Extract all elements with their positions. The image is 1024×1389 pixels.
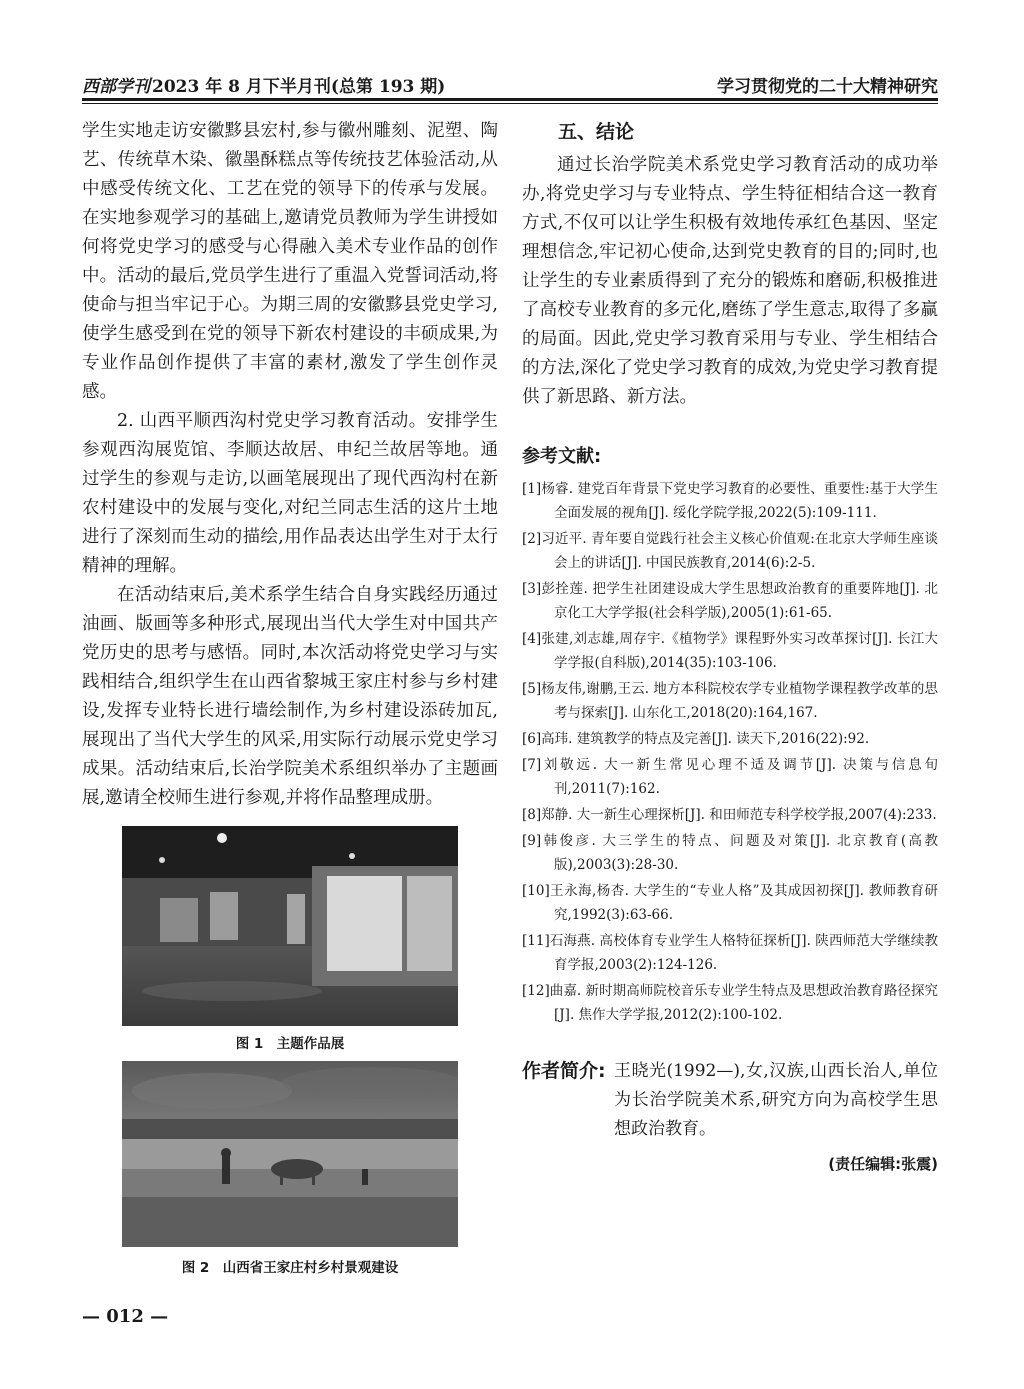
figure-village-mural-photo bbox=[122, 1061, 458, 1247]
figure-2-caption: 图 2 山西省王家庄村乡村景观建设 bbox=[181, 1260, 399, 1276]
author-bio bbox=[522, 1057, 938, 1144]
body-paragraph: 学生实地走访安徽黟县宏村,参与徽州雕刻、泥塑、陶艺、传统草木染、徽墨酥糕点等传统技艺体验活动,从中感受传统文化、工艺在党的领导下的传承与发展。在实地参观学习的基础上,邀请党员教师为学生讲授如何将党史学习的感受与心得融入美术专业作品的创作中。活动的最后,党员学生进行了重温入党誓词活动,将使命与担当牢记于心。为期三周的安徽黟县党史学习,使学生感受到在党的领导下新农村建设的丰硕成果,为专业作品创作提供了丰富的素材,激发了学生创作灵感。 bbox=[82, 121, 498, 402]
header-rule-thick bbox=[82, 98, 938, 101]
left-column bbox=[82, 117, 498, 813]
reference-item: [11]石海燕. 高校体育专业学生人格特征探析[J]. 陕西师范大学继续教育学报,2003(2):124-126. bbox=[522, 933, 938, 973]
reference-item: [3]彭拴莲. 把学生社团建设成大学生思想政治教育的重要阵地[J]. 北京化工大学学报(社会科学版),2005(1):61-65. bbox=[522, 581, 938, 621]
reference-item: [9]韩俊彦. 大三学生的特点、问题及对策[J]. 北京教育(高教版),2003(3):28-30. bbox=[522, 833, 938, 873]
reference-item: [4]张建,刘志雄,周存宇.《植物学》课程野外实习改革探讨[J]. 长江大学学报(自科版),2014(35):103-106. bbox=[522, 631, 938, 671]
reference-item: [8]郑静. 大一新生心理探析[J]. 和田师范专科学校学报,2007(4):233. bbox=[522, 807, 937, 823]
reference-item: [10]王永海,杨杏. 大学生的“专业人格”及其成因初探[J]. 教师教育研究,1992(3):63-66. bbox=[522, 883, 938, 923]
right-column bbox=[522, 117, 938, 1179]
journal-logo: 西部学刊 bbox=[82, 77, 150, 97]
figure-1-caption: 图 1 主题作品展 bbox=[235, 1036, 345, 1052]
reference-item: [12]曲嘉. 新时期高师院校音乐专业学生特点及思想政治教育路径探究[J]. 焦作大学学报,2012(2):100-102. bbox=[522, 983, 938, 1023]
reference-list bbox=[522, 477, 938, 1027]
page-number: — 012 — bbox=[82, 1306, 169, 1327]
reference-item: [6]高玮. 建筑教学的特点及完善[J]. 读天下,2016(22):92. bbox=[522, 731, 870, 747]
reference-item: [5]杨友伟,谢鹏,王云. 地方本科院校农学专业植物学课程教学改革的思考与探索[J]. 山东化工,2018(20):164,167. bbox=[522, 681, 938, 721]
issue-info: 2023 年 8 月下半月刊(总第 193 期) bbox=[152, 77, 446, 97]
author-bio-text: 王晓光(1992—),女,汉族,山西长治人,单位为长治学院美术系,研究方向为高校学生思想政治教育。 bbox=[614, 1061, 938, 1139]
header-rule-thin bbox=[82, 103, 938, 104]
reference-item: [1]杨睿. 建党百年背景下党史学习教育的必要性、重要性:基于大学生全面发展的视角[J]. 绥化学院学报,2022(5):109-111. bbox=[522, 481, 938, 521]
body-paragraph: 2. 山西平顺西沟村党史学习教育活动。安排学生参观西沟展览馆、李顺达故居、申纪兰故居等地。通过学生的参观与走访,以画笔展现出了现代西沟村在新农村建设中的发展与变化,对纪兰同志生活的这片土地进行了深刻而生动的描绘,用作品表达出学生对于太行精神的理解。 bbox=[82, 411, 498, 576]
conclusion-paragraph: 通过长治学院美术系党史学习教育活动的成功举办,将党史学习与专业特点、学生特征相结合这一教育方式,不仅可以让学生积极有效地传承红色基因、坚定理想信念,牢记初心使命,达到党史教育的目的;同时,也让学生的专业素质得到了充分的锻炼和磨砺,积极推进了高校专业教育的多元化,磨练了学生意志,取得了多赢的局面。因此,党史学习教育采用与专业、学生相结合的方法,深化了党史学习教育的成效,为党史学习教育提供了新思路、新方法。 bbox=[522, 155, 938, 407]
body-paragraph: 在活动结束后,美术系学生结合自身实践经历通过油画、版画等多种形式,展现出当代大学生对中国共产党历史的思考与感悟。同时,本次活动将党史学习与实践相结合,组织学生在山西省黎城王家庄村参与乡村建设,发挥专业特长进行墙绘制作,为乡村建设添砖加瓦,展现出了当代大学生的风采,用实际行动展示党史学习成果。活动结束后,长治学院美术系组织举办了主题画展,邀请全校师生进行参观,并将作品整理成册。 bbox=[82, 585, 498, 808]
author-bio-label: 作者简介: bbox=[522, 1060, 606, 1082]
reference-item: [2]习近平. 青年要自觉践行社会主义核心价值观:在北京大学师生座谈会上的讲话[J]. 中国民族教育,2014(6):2-5. bbox=[522, 531, 938, 571]
references-heading: 参考文献: bbox=[522, 446, 602, 467]
header-left bbox=[82, 72, 445, 97]
figure-exhibition-photo bbox=[122, 826, 458, 1026]
responsible-editor: (责任编辑:张震) bbox=[828, 1155, 938, 1173]
column-title: 学习贯彻党的二十大精神研究 bbox=[717, 77, 938, 97]
running-header bbox=[82, 72, 938, 98]
section-heading: 五、结论 bbox=[558, 121, 635, 143]
reference-item: [7]刘敬远. 大一新生常见心理不适及调节[J]. 决策与信息旬刊,2011(7):162. bbox=[522, 757, 938, 797]
